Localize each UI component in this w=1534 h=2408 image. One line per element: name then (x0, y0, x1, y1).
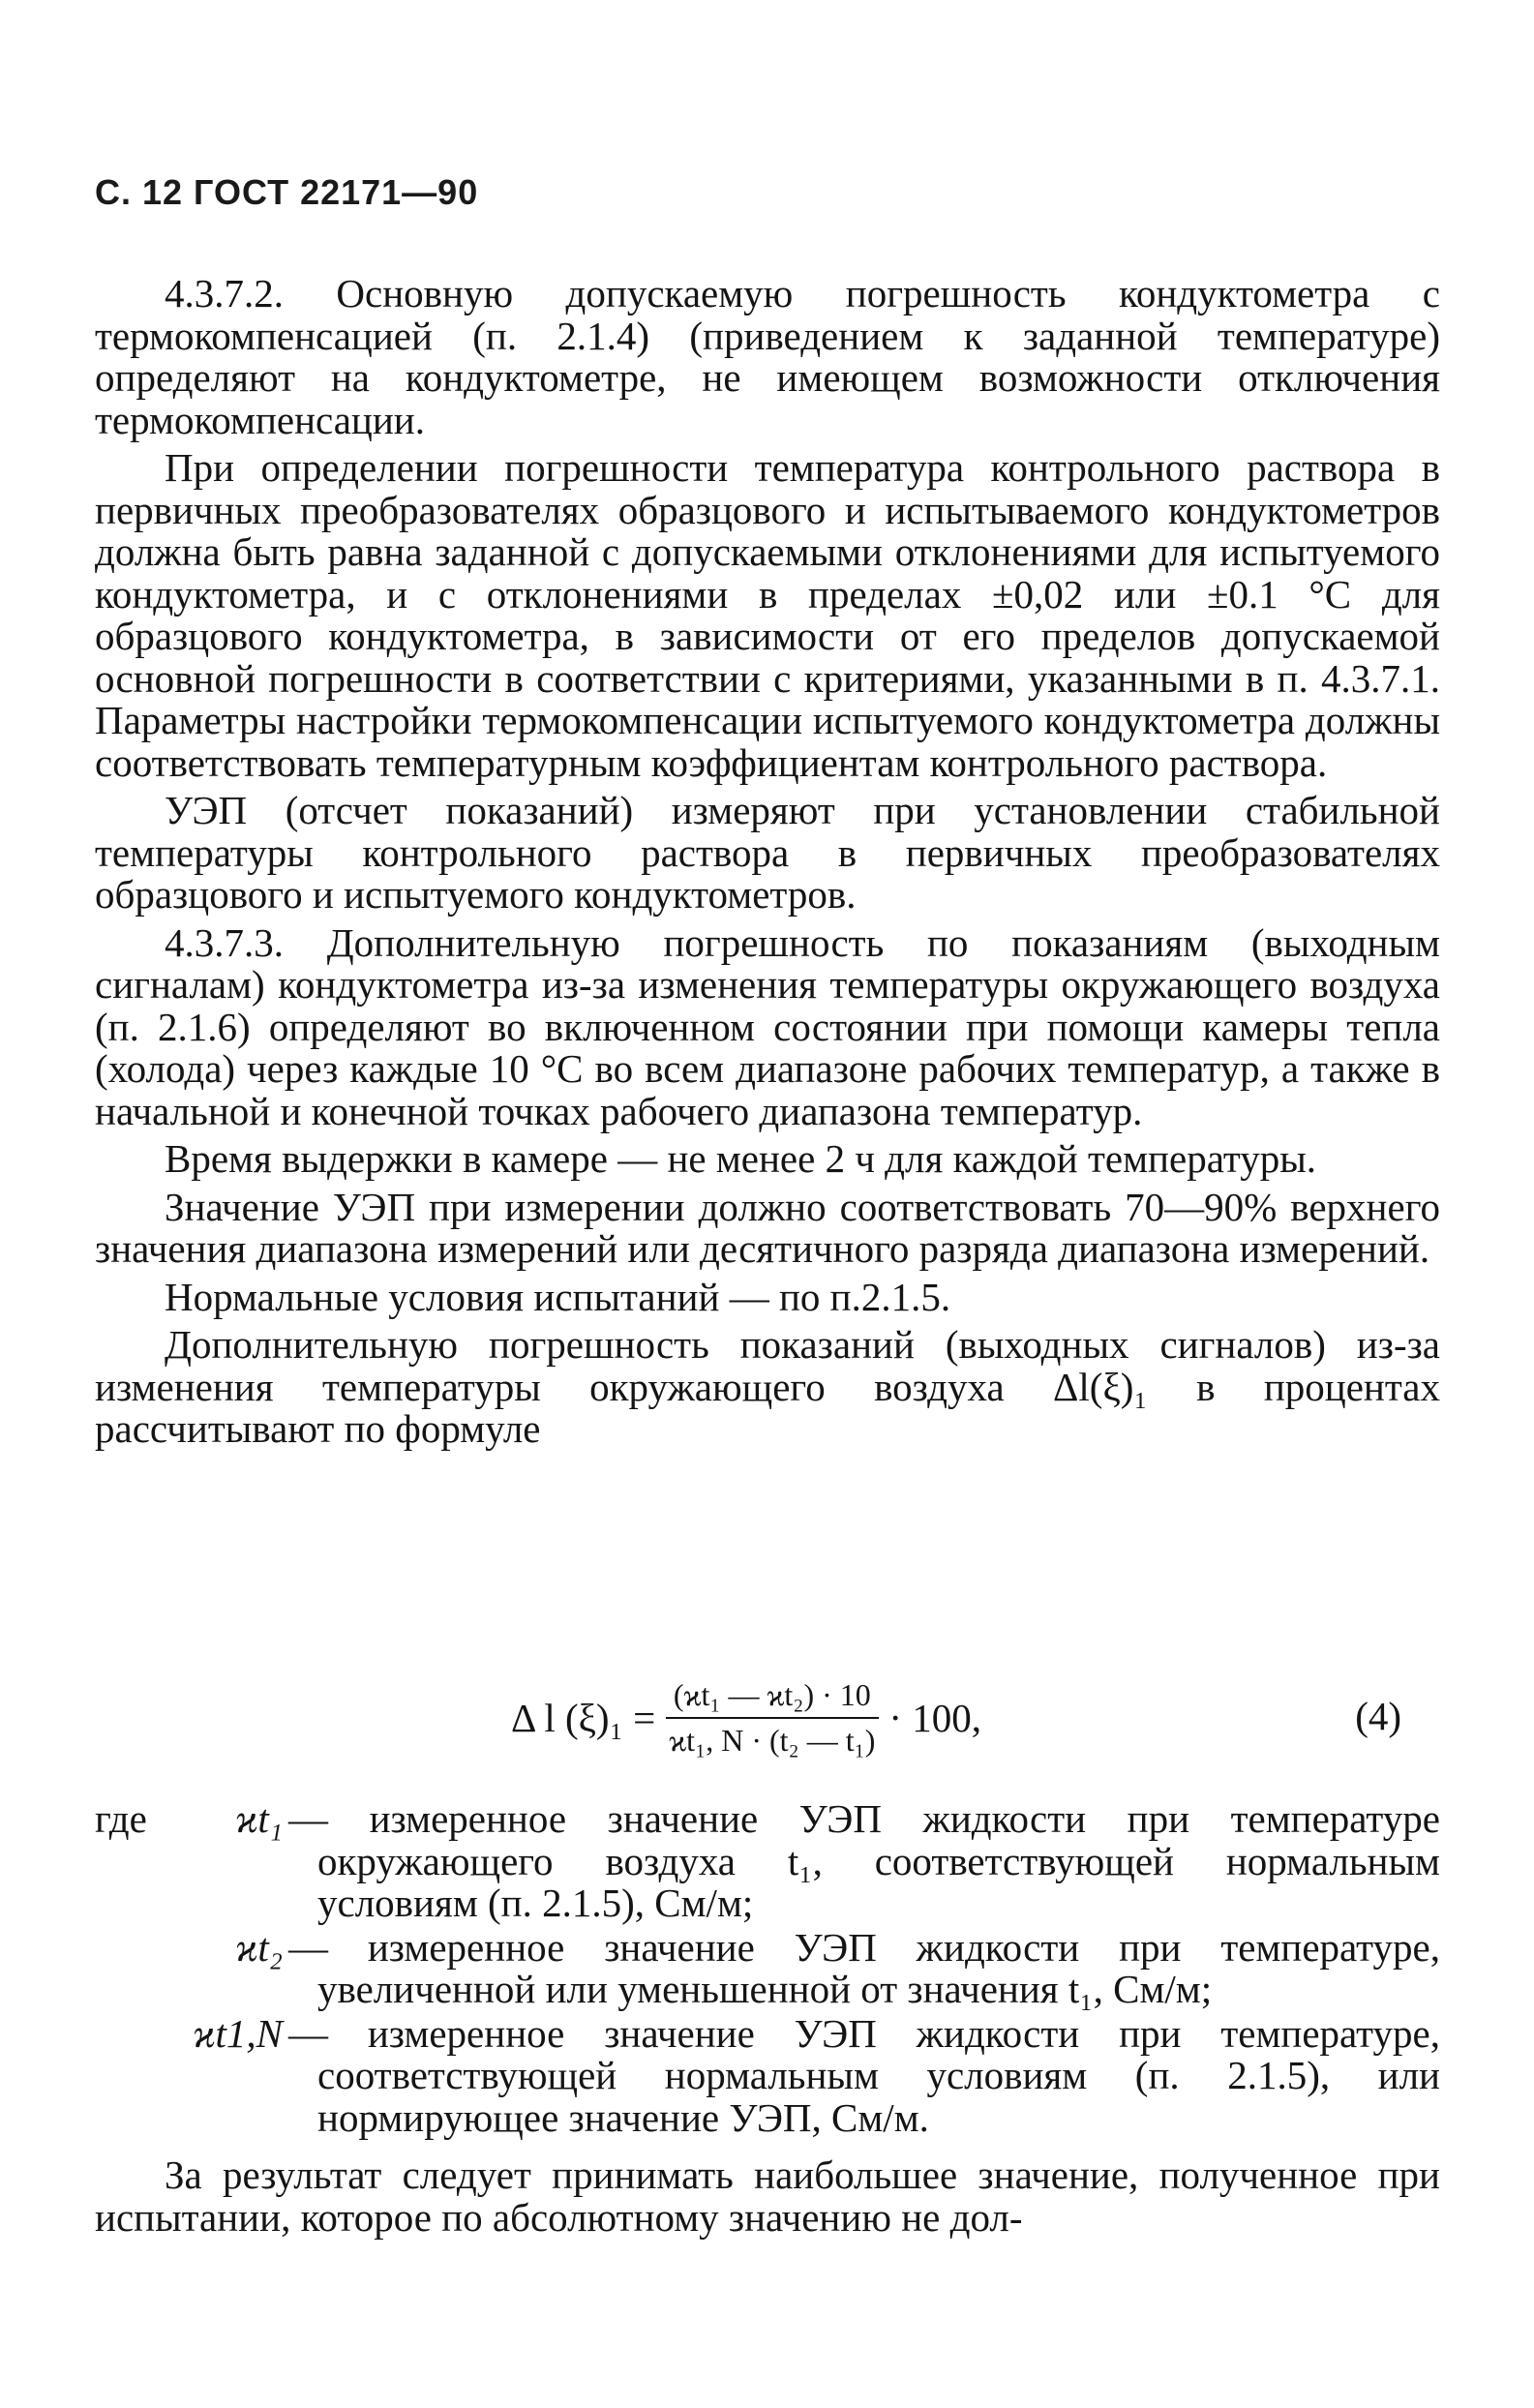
paragraph-4-3-7-2: 4.3.7.2. Основную допускаемую погрешность кондуктометра с термокомпенсацией (п. 2.1.4) (приведением к заданной температуре) определяют на кондуктометре, не имеющем возможности отключения термокомпенсации. (95, 271, 1440, 442)
definition-text: — измеренное значение УЭП жидкости при температуре, соответствующей нормальным условиям (п. 2.1.5), или нормирующее значение УЭП, См/м. (288, 2010, 1440, 2140)
definition-symbol-cell (95, 1924, 288, 2011)
definitions-list (95, 1798, 1440, 2139)
paragraph-hold-time: Время выдержки в камере — не менее 2 ч для каждой температуры. (165, 1136, 1317, 1181)
formula-block (95, 1660, 1440, 1776)
definition-lead: где (95, 1796, 147, 1841)
definition-item (95, 2010, 1440, 2140)
formula-tail: · 100, (888, 1696, 982, 1740)
formula-numerator: (ϰt₁ — ϰt₂) · 10 (666, 1677, 879, 1719)
final-text (95, 2154, 1440, 2239)
definition-symbol: ϰt₁ (235, 1796, 283, 1841)
paragraph-normal-conditions: Нормальные условия испытаний — по п.2.1.5. (165, 1274, 951, 1319)
definition-symbol-cell (95, 2010, 288, 2140)
paragraph-uep-reading: УЭП (отсчет показаний) измеряют при установлении стабильной температуры контрольного раствора в первичных преобразователях образцового и испытуемого кондуктометров. (95, 788, 1440, 917)
paragraph-temperature-conditions: При определении погрешности температура контрольного раствора в первичных преобразователях образцового и испытываемого кондуктометров должна быть равна заданной с допускаемыми отклонениями для испытуемого кондуктометра, и с отклонениями в пределах ±0,02 или ±0.1 °С для образцового кондуктометра, в зависимости от его пределов допускаемой основной погрешности в соответствии с критериями, указанными в п. 4.3.7.1. Параметры настройки термокомпенсации испытуемого кондуктометра должны соответствовать температурным коэффициентам контрольного раствора. (95, 445, 1440, 785)
equation-number: (4) (1355, 1694, 1401, 1738)
definition-text: — измеренное значение УЭП жидкости при температуре, увеличенной или уменьшенной от значения t₁, См/м; (288, 1924, 1440, 2011)
formula-fraction (661, 1677, 883, 1759)
definition-symbol-cell (95, 1798, 288, 1925)
page-header: С. 12 ГОСТ 22171—90 (95, 172, 479, 212)
definition-item (95, 1798, 1440, 1925)
definition-symbol: ϰt1,N (193, 2010, 283, 2056)
formula-lhs: Δ l (ξ)₁ = (511, 1696, 656, 1740)
definition-item (95, 1924, 1440, 2011)
paragraph-4-3-7-3: 4.3.7.3. Дополнительную погрешность по показаниям (выходным сигналам) кондуктометра из-за изменения температуры окружающего воздуха (п. 2.1.6) определяют во включенном состоянии при помощи камеры тепла (холода) через каждые 10 °С во всем диапазоне рабочих температур, а также в начальной и конечной точках рабочего диапазона температур. (95, 919, 1440, 1133)
formula-denominator: ϰt₁, N · (t₂ — t₁) (669, 1723, 876, 1758)
formula-expression (511, 1660, 981, 1776)
definition-text: — измеренное значение УЭП жидкости при температуре окружающего воздуха t₁, соответствующей нормальным условиям (п. 2.1.5), См/м; (288, 1796, 1440, 1925)
paragraph-uep-value: Значение УЭП при измерении должно соответствовать 70—90% верхнего значения диапазона измерений или десятичного разряда диапазона измерений. (95, 1184, 1440, 1271)
body-text (95, 273, 1440, 1451)
paragraph-result: За результат следует принимать наибольшее значение, полученное при испытании, которое по абсолютному значению не дол- (95, 2152, 1440, 2240)
definition-symbol: ϰt₂ (235, 1924, 283, 1970)
paragraph-formula-intro: Дополнительную погрешность показаний (выходных сигналов) из-за изменения температуры окружающего воздуха Δl(ξ)₁ в процентах рассчитывают по формуле (95, 1322, 1440, 1451)
